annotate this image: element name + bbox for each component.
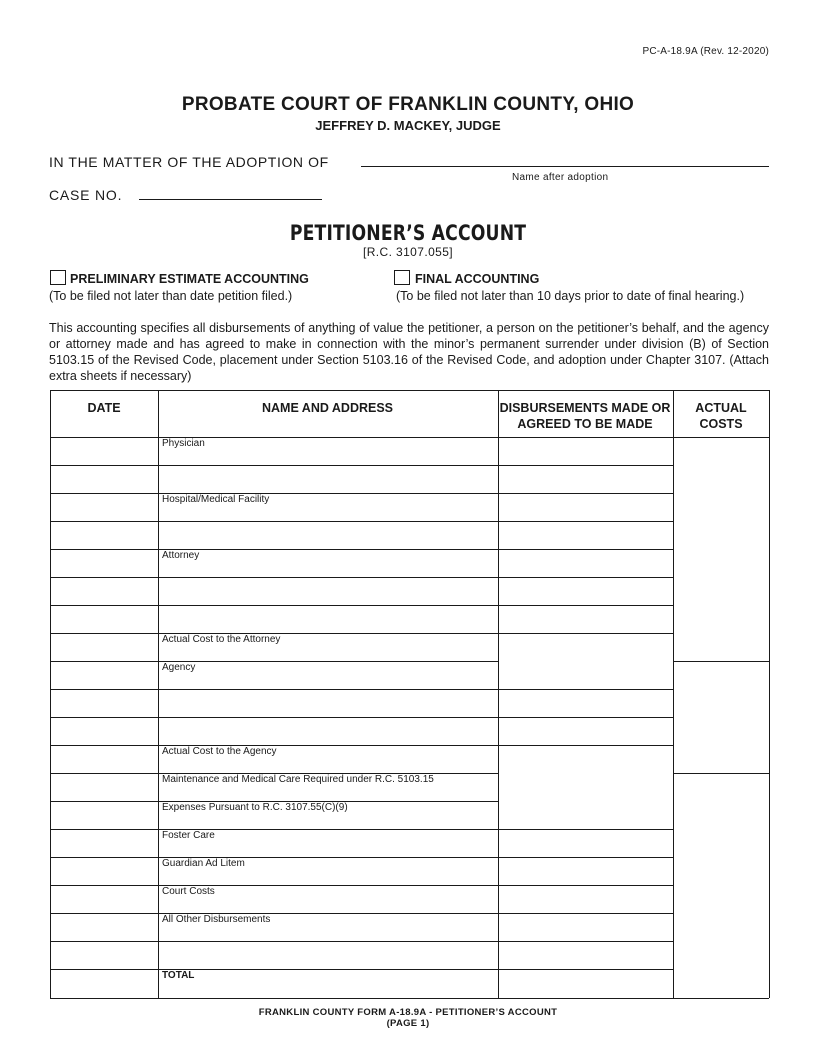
table-border-right	[769, 390, 770, 998]
row-divider	[50, 549, 498, 550]
document-title: PETITIONER’S ACCOUNT	[289, 221, 527, 245]
statute-reference: [R.C. 3107.055]	[362, 245, 454, 259]
row-label: Court Costs	[162, 886, 215, 897]
row-label: Attorney	[162, 550, 200, 561]
footer-page-number: (PAGE 1)	[386, 1018, 430, 1029]
case-number-label: CASE NO.	[49, 187, 123, 203]
name-after-adoption-caption: Name after adoption	[512, 172, 609, 183]
row-divider	[498, 829, 673, 830]
row-label: All Other Disbursements	[162, 914, 271, 925]
preliminary-estimate-checkbox[interactable]	[50, 270, 66, 285]
header-name-address: NAME AND ADDRESS	[261, 401, 394, 415]
row-divider	[50, 717, 498, 718]
row-divider	[50, 829, 498, 830]
row-label: Actual Cost to the Agency	[162, 746, 277, 757]
row-label: Expenses Pursuant to R.C. 3107.55(C)(9)	[162, 802, 348, 813]
court-title: PROBATE COURT OF FRANKLIN COUNTY, OHIO	[181, 94, 635, 115]
row-divider	[498, 745, 673, 746]
header-actual-costs: ACTUAL COSTS	[695, 401, 747, 431]
row-divider	[50, 689, 498, 690]
row-divider	[50, 885, 498, 886]
row-divider	[498, 577, 673, 578]
row-divider	[50, 493, 498, 494]
table-border-left	[50, 390, 51, 998]
table-border-bottom	[50, 998, 769, 999]
row-divider	[498, 633, 673, 634]
actual-costs-divider	[673, 661, 769, 662]
row-label: Hospital/Medical Facility	[162, 494, 270, 505]
row-label: Actual Cost to the Attorney	[162, 634, 281, 645]
row-divider	[498, 941, 673, 942]
adoption-name-field[interactable]	[361, 166, 769, 167]
row-divider	[498, 885, 673, 886]
row-divider	[50, 857, 498, 858]
footer-form-title: FRANKLIN COUNTY FORM A-18.9A - PETITIONER’S ACCOUNT	[258, 1007, 558, 1018]
final-accounting-checkbox[interactable]	[394, 270, 410, 285]
column-divider	[498, 390, 499, 998]
header-divider	[50, 437, 769, 438]
disbursement-table	[50, 390, 769, 998]
row-divider	[498, 521, 673, 522]
final-accounting-label: FINAL ACCOUNTING	[415, 272, 540, 286]
row-label: Maintenance and Medical Care Required under R.C. 5103.15	[162, 774, 434, 785]
preliminary-estimate-note: (To be filed not later than date petition filed.)	[49, 289, 293, 303]
row-divider	[50, 661, 498, 662]
judge-name: JEFFREY D. MACKEY, JUDGE	[315, 118, 501, 133]
final-accounting-note: (To be filed not later than 10 days prior to date of final hearing.)	[396, 289, 745, 303]
row-divider	[498, 605, 673, 606]
page-footer	[0, 1007, 816, 1029]
row-divider	[498, 493, 673, 494]
row-divider	[50, 941, 498, 942]
header-disbursements: DISBURSEMENTS MADE OR AGREED TO BE MADE	[499, 401, 671, 431]
row-label: Agency	[162, 662, 196, 673]
form-number: PC-A-18.9A (Rev. 12-2020)	[642, 46, 769, 57]
case-number-field[interactable]	[139, 199, 322, 200]
row-divider	[498, 969, 673, 970]
instructions-paragraph: This accounting specifies all disbursements of anything of value the petitioner, a person on the petitioner’s behalf, and the agency or attorney made and has agreed to make in connection with the minor’s permanent surrender under division (B) of Section 5103.15 of the Revised Code, placement under Section 5103.16 of the Revised Code, and adoption under Chapter 3107. (Attach extra sheets if necessary)	[49, 321, 769, 383]
row-label: Foster Care	[162, 830, 215, 841]
row-divider	[50, 577, 498, 578]
column-divider	[158, 390, 159, 998]
row-divider	[498, 549, 673, 550]
row-divider	[498, 465, 673, 466]
adoption-matter-label: IN THE MATTER OF THE ADOPTION OF	[49, 154, 329, 170]
total-row-label: TOTAL	[162, 970, 195, 981]
row-label: Physician	[162, 438, 205, 449]
actual-costs-divider	[673, 773, 769, 774]
preliminary-estimate-label: PRELIMINARY ESTIMATE ACCOUNTING	[70, 272, 309, 286]
row-divider	[498, 913, 673, 914]
row-divider	[50, 969, 498, 970]
column-divider	[673, 390, 674, 998]
row-divider	[498, 689, 673, 690]
row-divider	[50, 521, 498, 522]
row-divider	[50, 605, 498, 606]
header-date: DATE	[87, 401, 121, 415]
row-divider	[498, 857, 673, 858]
row-label: Guardian Ad Litem	[162, 858, 245, 869]
row-divider	[50, 913, 498, 914]
row-divider	[498, 717, 673, 718]
row-divider	[50, 465, 498, 466]
